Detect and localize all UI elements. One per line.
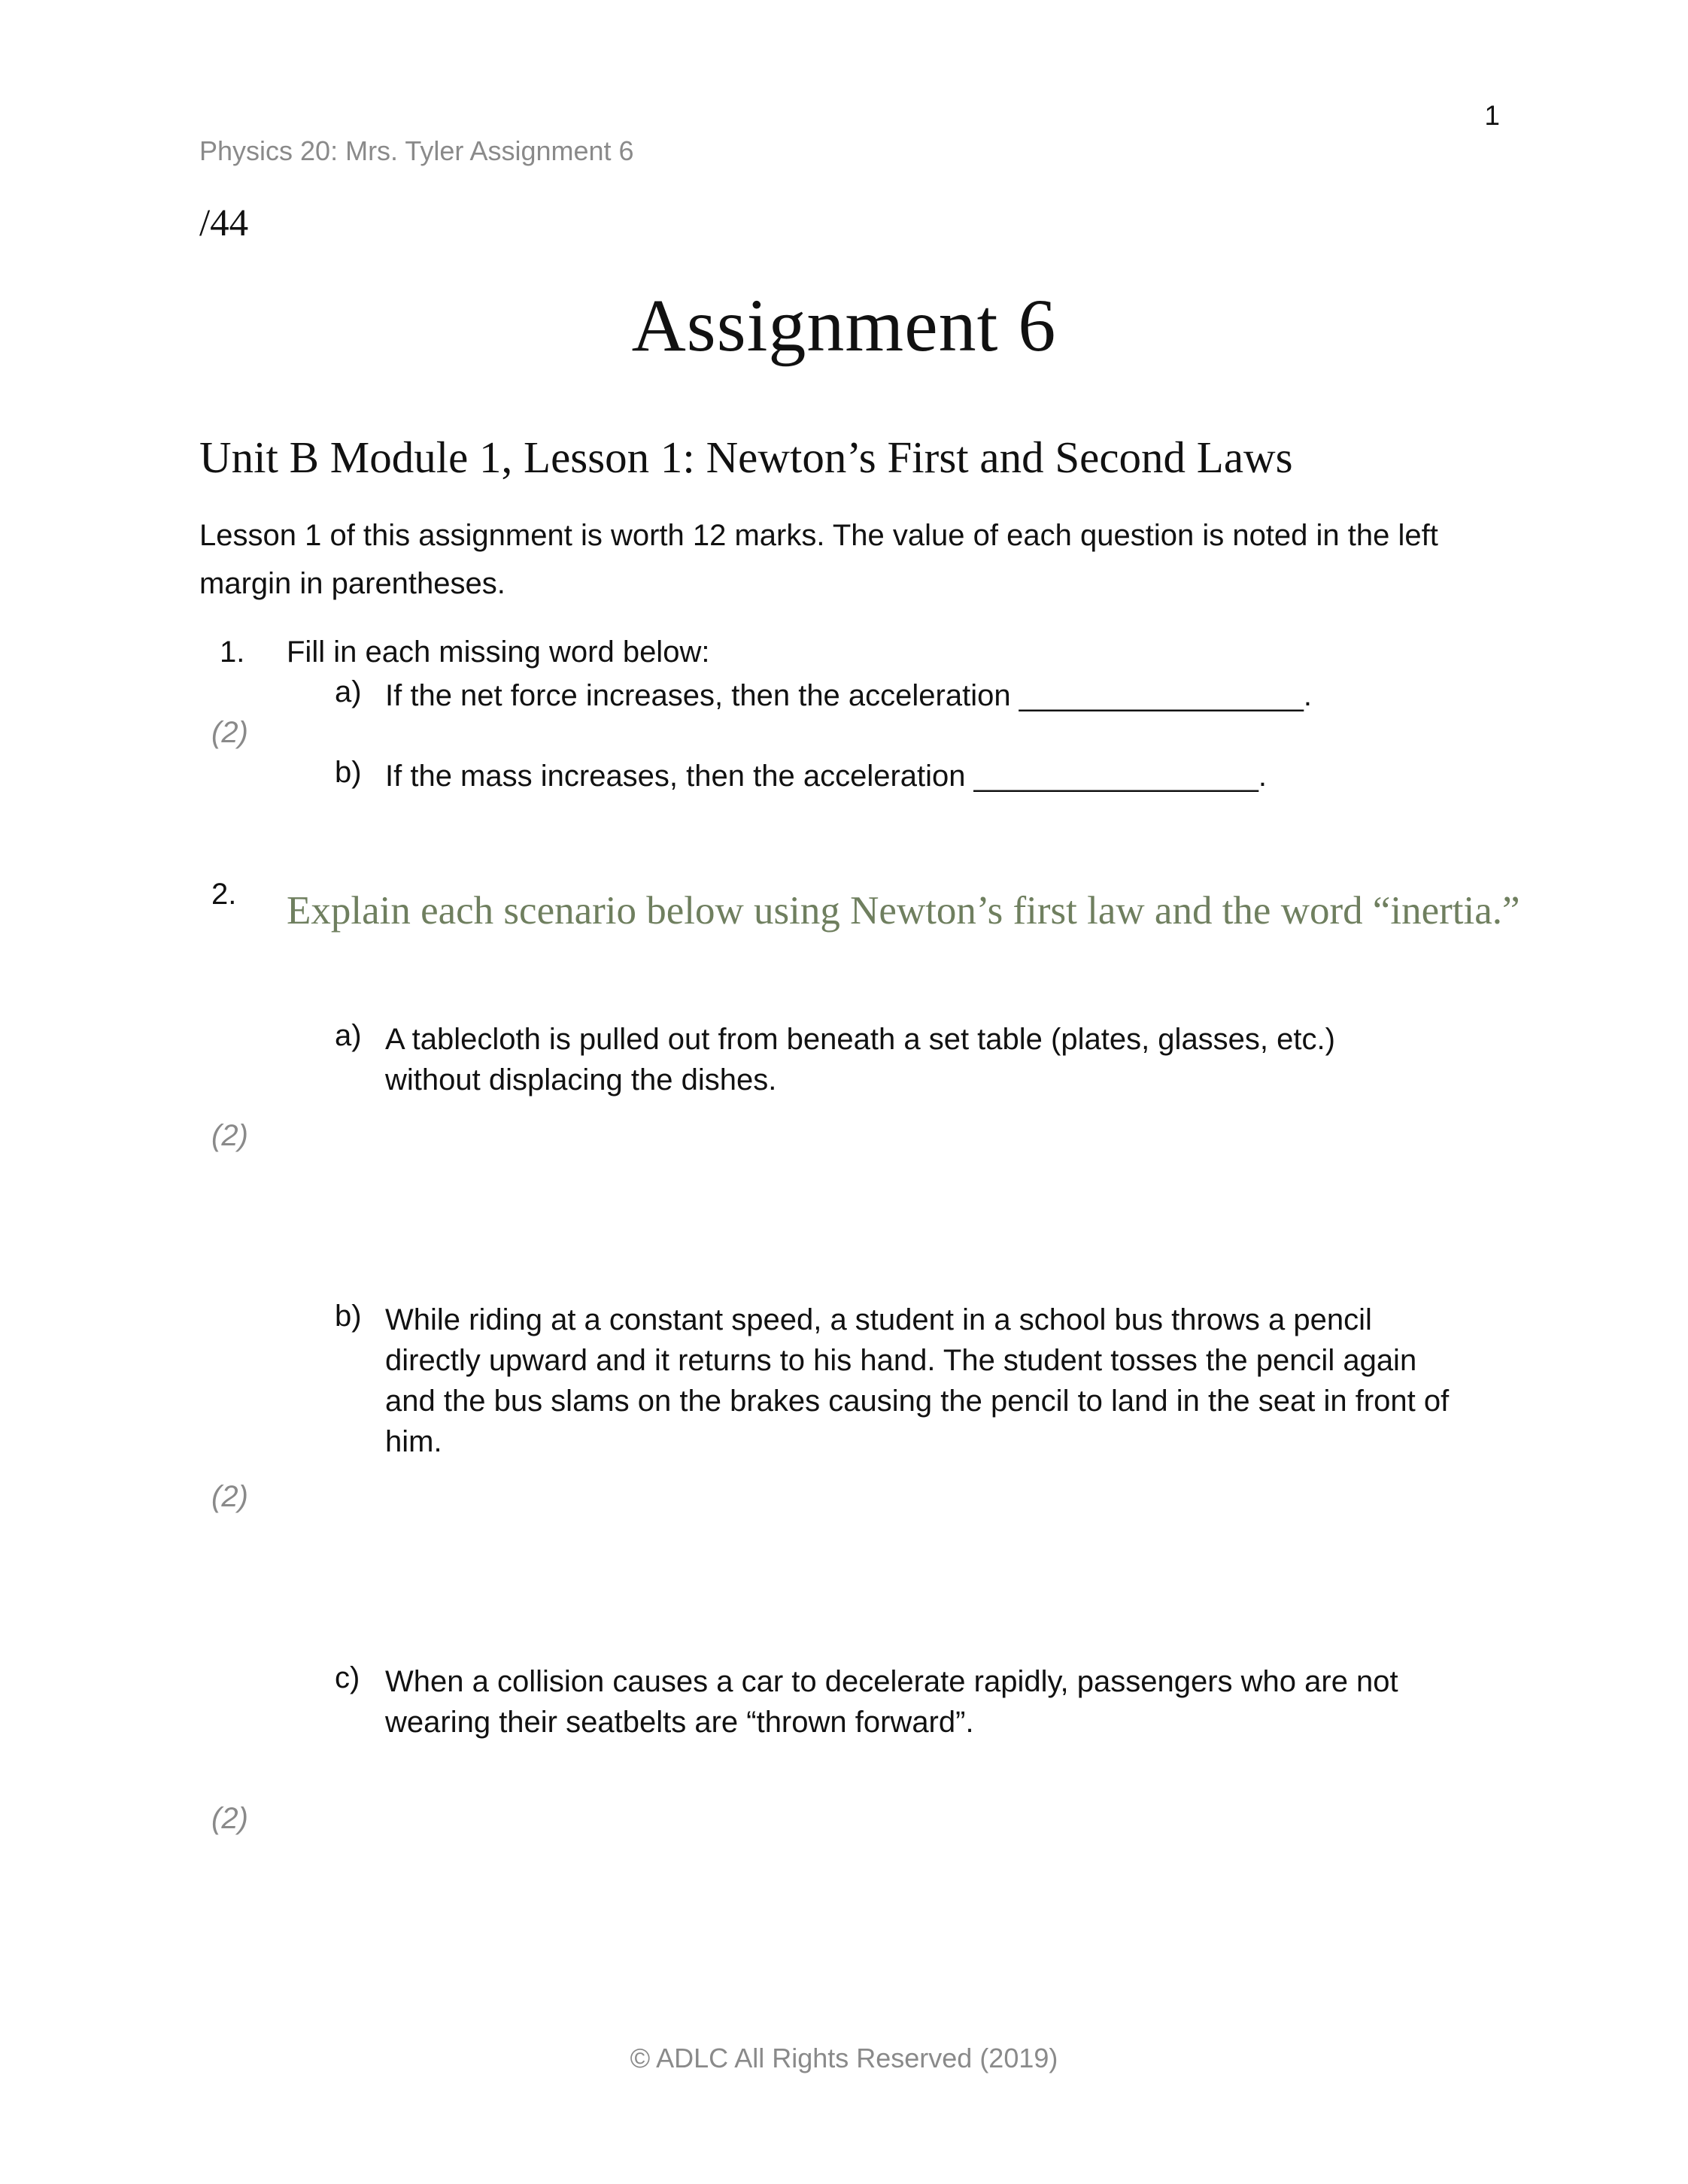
question-2b-marks: (2) xyxy=(211,1480,248,1513)
question-2-number: 2. xyxy=(211,878,237,911)
question-2a-label: a) xyxy=(335,1019,362,1052)
copyright-footer: © ADLC All Rights Reserved (2019) xyxy=(630,2043,1058,2073)
lesson-intro: Lesson 1 of this assignment is worth 12 marks. The value of each question is noted in the left margin in parentheses. xyxy=(199,519,1438,600)
page-number: 1 xyxy=(1484,100,1500,131)
question-1-number: 1. xyxy=(220,635,245,669)
question-1-text: Fill in each missing word below: xyxy=(287,635,710,669)
question-2c-label: c) xyxy=(335,1661,360,1694)
question-2b-label: b) xyxy=(335,1300,362,1333)
unit-heading: Unit B Module 1, Lesson 1: Newton’s First and Second Laws xyxy=(199,432,1293,482)
question-1-marks: (2) xyxy=(211,716,248,749)
document-header: Physics 20: Mrs. Tyler Assignment 6 xyxy=(199,135,634,166)
question-1b-text: If the mass increases, then the acceleration _________________. xyxy=(385,760,1267,793)
question-1a-label: a) xyxy=(335,675,362,708)
question-2a-text: A tablecloth is pulled out from beneath a set table (plates, glasses, etc.) without displacing the dishes. xyxy=(385,1023,1335,1097)
question-2a-marks: (2) xyxy=(211,1119,248,1152)
question-1b-label: b) xyxy=(335,756,362,789)
total-score: /44 xyxy=(199,202,249,244)
question-2b-text: While riding at a constant speed, a student in a school bus throws a pencil directly upward and it returns to his hand. The student tosses the pencil again and the bus slams on the brakes causing the pencil to land in the seat in front of him. xyxy=(385,1303,1450,1458)
question-2-text: Explain each scenario below using Newton’s first law and the word “inertia.” xyxy=(287,889,1520,933)
question-2c-text: When a collision causes a car to decelerate rapidly, passengers who are not wearing their seatbelts are “thrown forward”. xyxy=(385,1665,1398,1739)
question-2c-marks: (2) xyxy=(211,1802,248,1835)
question-1a-text: If the net force increases, then the acceleration _________________. xyxy=(385,679,1313,712)
page-title: Assignment 6 xyxy=(631,284,1057,367)
